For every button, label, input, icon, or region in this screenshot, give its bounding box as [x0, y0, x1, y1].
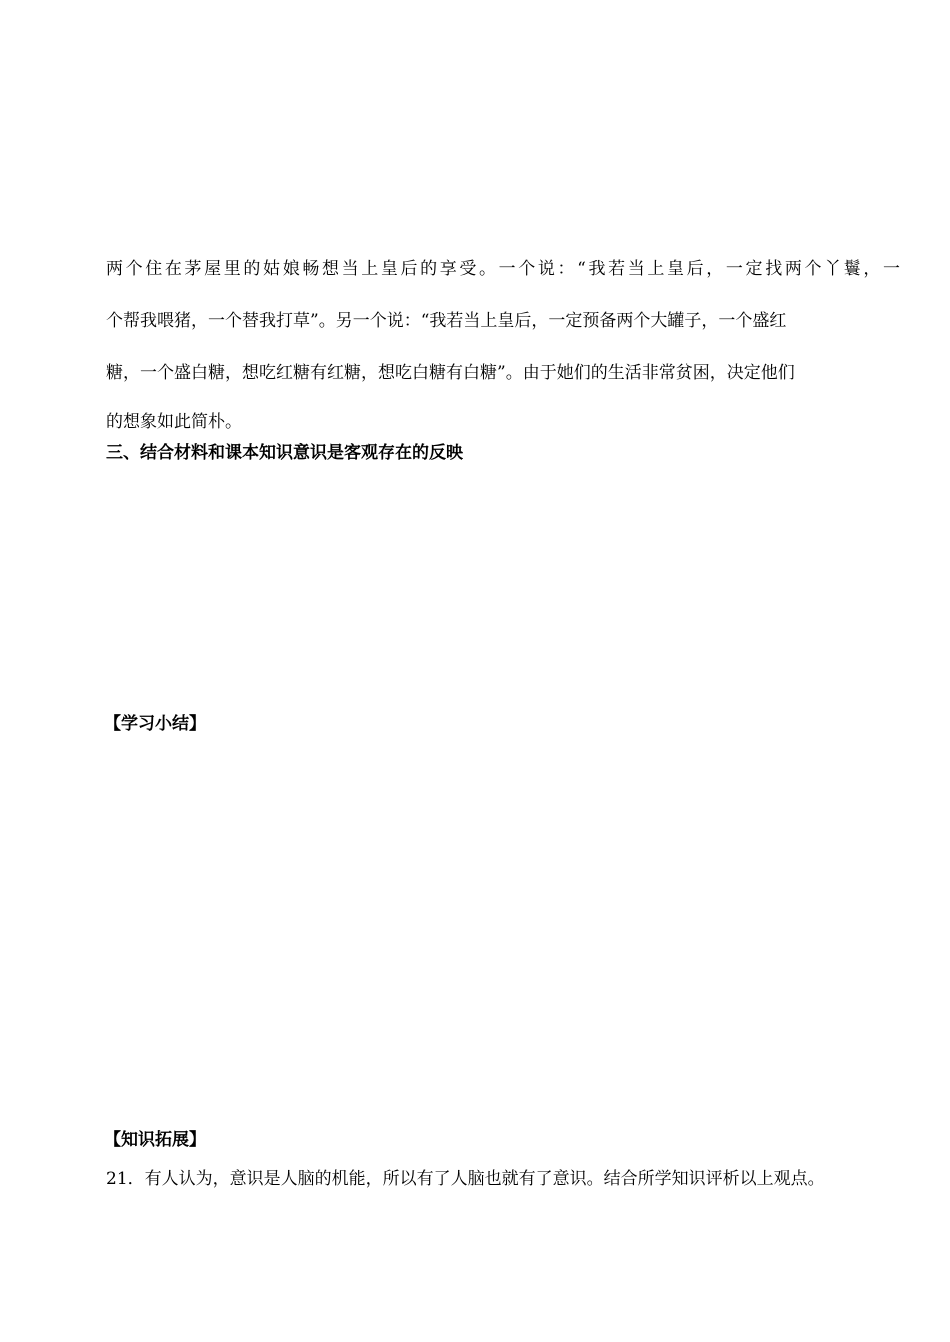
material-line: 个帮我喂猪，一个替我打草”。另一个说：“我若当上皇后，一定预备两个大罐子，一个盛红 — [106, 311, 787, 331]
material-line: 糖，一个盛白糖，想吃红糖有红糖，想吃白糖有白糖”。由于她们的生活非常贫困，决定他们 — [106, 363, 795, 383]
material-paragraph — [106, 254, 900, 437]
extension-heading: 【知识拓展】 — [104, 1130, 206, 1150]
material-line: 的想象如此简朴。 — [106, 412, 242, 432]
section-three-heading: 三、结合材料和课本知识意识是客观存在的反映 — [106, 443, 463, 463]
extension-question: 21．有人认为，意识是人脑的机能，所以有了人脑也就有了意识。结合所学知识评析以上观点。 — [106, 1169, 825, 1189]
material-line: 两个住在茅屋里的姑娘畅想当上皇后的享受。一个说：“我若当上皇后，一定找两个丫鬟，一 — [106, 259, 900, 279]
summary-heading: 【学习小结】 — [104, 714, 206, 734]
